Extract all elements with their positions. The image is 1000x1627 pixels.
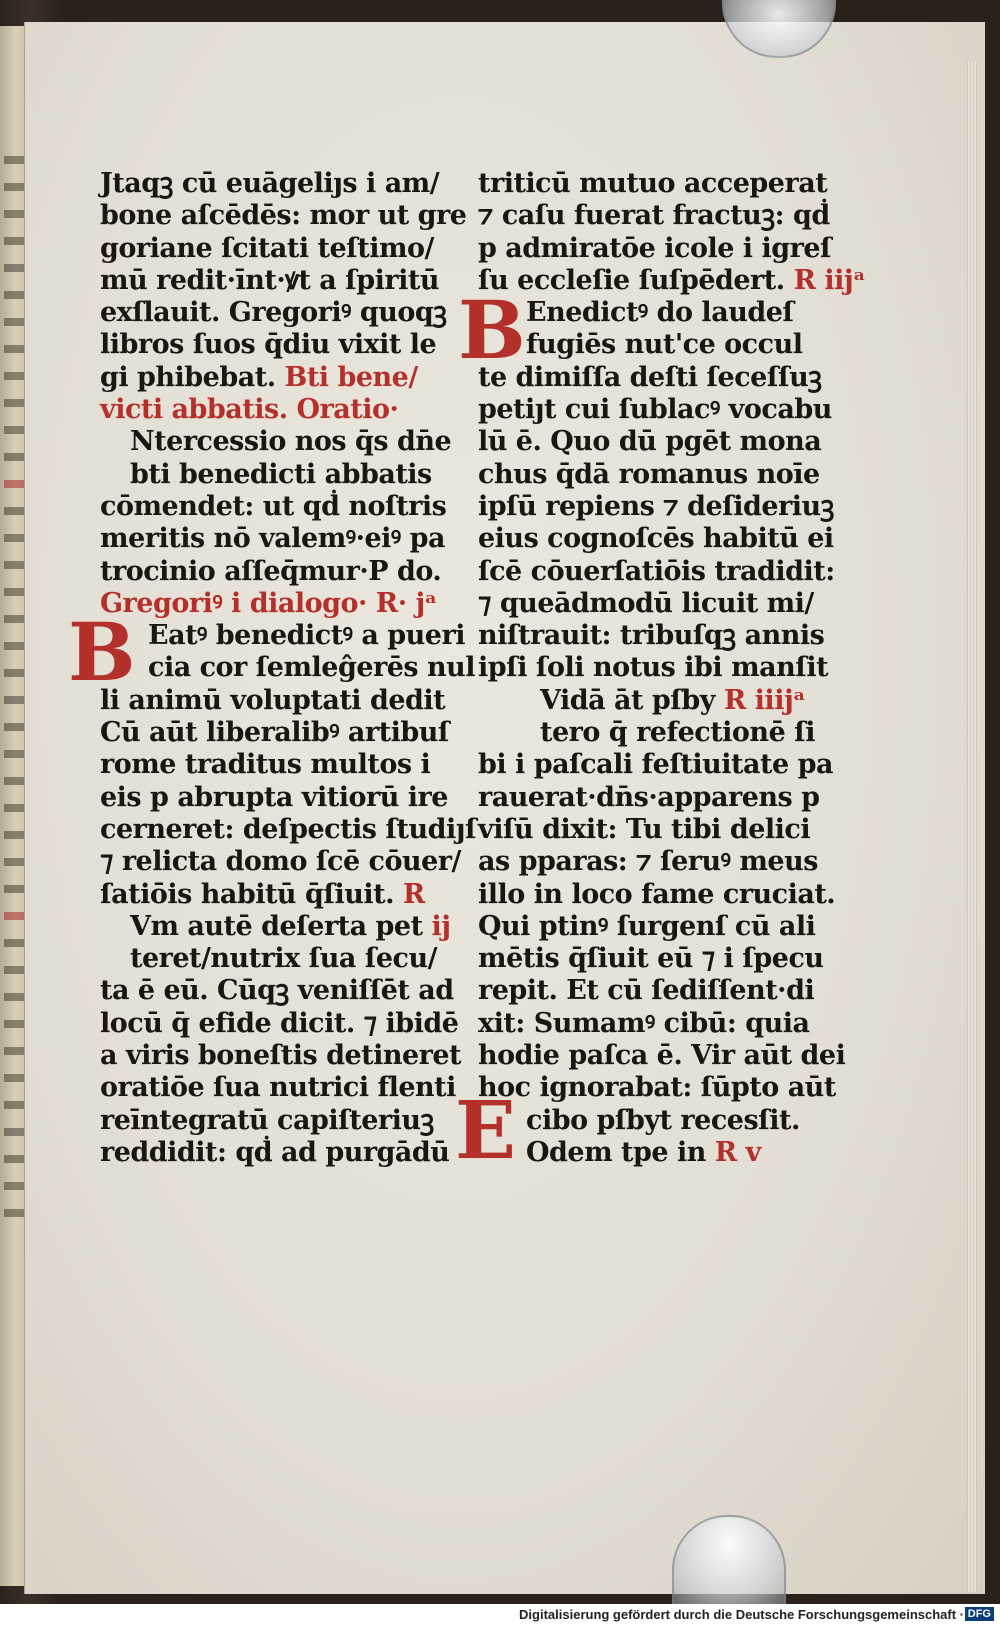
text-line: [100, 1040, 462, 1072]
line-text: cerneret: deſpectis ſtudiȷſ: [100, 813, 477, 845]
line-text: eius cognoſcēs habitū ei: [478, 523, 834, 555]
text-line: [100, 233, 440, 265]
line-text: Cū aūt liberalibꝰ artibuſ: [100, 717, 449, 749]
line-text: rauerat·dn̄s·apparens p: [478, 781, 820, 813]
text-line: [478, 490, 834, 523]
page-stack-edge: [967, 62, 977, 1592]
decorated-initial-right-2: E: [455, 1083, 516, 1177]
line-text: libros ſuos q̄diu vixit le: [100, 329, 437, 361]
line-text: oratiōe ſua nutrici flenti: [100, 1072, 456, 1104]
line-text: goriane ſcitati teſtimo/: [100, 232, 434, 264]
line-text: ⁊ caſu fuerat fractuꝫ: qḋ: [478, 200, 830, 232]
line-text: lū ē. Quo dū pgēt mona: [478, 426, 822, 458]
text-line: [478, 782, 818, 814]
line-text: repit. Et cū ſediſſent·di: [478, 975, 815, 1007]
line-text: gi phibebat.: [100, 361, 276, 393]
line-text: ipſi ſoli notus ibi manſit: [478, 652, 829, 684]
line-text: Enedictꝰ do laudeſ: [526, 297, 794, 329]
line-text: a viris boneſtis detineret: [100, 1040, 462, 1072]
text-line: [100, 910, 451, 943]
line-text: p admiratōe icole i igreſ: [478, 232, 832, 264]
line-text: Vm autē deſerta pet: [130, 910, 423, 942]
text-line: [478, 523, 834, 555]
line-text: meritis nō valemꝰ·eiꝰ pa: [100, 523, 446, 555]
decorated-initial-right-1: B: [458, 283, 526, 377]
text-line: [100, 1072, 456, 1104]
rubric-text: R v: [705, 1136, 761, 1168]
line-text: ta ē eū. Cūqꝫ veniſſēt ad: [100, 975, 454, 1007]
line-text: li animū voluptati dedit: [100, 684, 446, 716]
line-text: bone aſcēdēs: mor ut gre: [100, 200, 467, 232]
text-line: [100, 1007, 459, 1040]
line-text: fugiēs nut'ce occul: [526, 329, 803, 361]
rubric-text: R: [393, 878, 425, 910]
line-text: xit: Sumamꝰ cibū: quia: [478, 1007, 810, 1039]
line-text: hoc ignorabat: ſūpto aūt: [478, 1072, 836, 1104]
line-text: reīntegratū capiſteriuꝫ: [100, 1104, 434, 1136]
text-line: [100, 394, 440, 426]
line-text: Eatꝰ benedictꝰ a pueri: [148, 620, 465, 652]
text-line: [478, 652, 829, 684]
text-line: [478, 232, 832, 265]
text-line: [100, 329, 440, 361]
text-line: [478, 846, 818, 878]
text-line: [100, 265, 440, 297]
line-text: ſu eccleſie ſuſpēdert.: [478, 264, 785, 296]
text-line: [100, 1136, 450, 1169]
line-text: cibo pſbyt recesſit.: [526, 1104, 800, 1136]
text-line: [478, 394, 832, 426]
line-text: exſlauit. Gregoriꝰ quoqꝫ: [100, 297, 447, 329]
text-line: [100, 879, 440, 911]
line-text: Vidā āt pſby: [540, 684, 715, 716]
line-text: cōmendet: ut qḋ noſtris: [100, 490, 447, 522]
text-line: [100, 459, 440, 491]
decorated-initial-left: B: [68, 605, 136, 699]
text-line: [478, 264, 866, 297]
left-text-column: [100, 168, 477, 1169]
text-line: [478, 620, 825, 652]
text-line: [100, 523, 446, 555]
text-line: [100, 362, 440, 394]
text-line: [100, 588, 440, 620]
rubric-text: R iiijᵃ: [714, 684, 806, 716]
rubric-text: Gregoriꝰ i dialogo· R· jᵃ: [100, 587, 437, 619]
line-text: chus q̄dā romanus noīe: [478, 458, 820, 490]
line-text: Qui ptinꝰ ſurgenſ cū ali: [478, 910, 816, 942]
text-line: [100, 846, 461, 878]
line-text: eis p abrupta vitiorū ire: [100, 781, 448, 813]
text-line: [478, 814, 818, 846]
text-line: [478, 1137, 818, 1169]
text-line: [100, 717, 449, 749]
line-text: ſcē cōuerſatiōis tradidit:: [478, 555, 835, 587]
line-text: mū redit·īnt·ꝟt a ſpiritū: [100, 264, 439, 296]
text-line: [100, 200, 467, 232]
text-line: [478, 1072, 836, 1104]
text-line: [478, 943, 824, 975]
line-text: bi i paſcali feſtiuitate pa: [478, 749, 833, 781]
text-line: [100, 1105, 440, 1137]
text-line: [100, 426, 452, 458]
line-text: locū q̄ efide dicit. ⁊ ibidē: [100, 1007, 459, 1039]
rubric-text: Bti bene/: [275, 361, 418, 393]
text-line: [478, 1105, 818, 1137]
line-text: cia cor ſemleĝerēs nul: [148, 652, 476, 684]
line-text: viſū dixit: Tu tibi delici: [478, 813, 811, 845]
text-line: [478, 361, 822, 394]
text-line: [478, 555, 835, 588]
text-line: [100, 943, 440, 975]
line-text: triticū mutuo acceperat: [478, 168, 828, 199]
text-line: [478, 1040, 846, 1072]
line-text: Jtaqꝫ cū euāgeliȷs i am/: [100, 168, 440, 199]
line-text: mētis q̄ſiuit eū ⁊ i ſpecu: [478, 943, 824, 975]
text-line: [478, 717, 818, 749]
line-text: te dimiſſa deſti ſeceſſuꝫ: [478, 361, 822, 393]
line-text: reddidit: qḋ ad purgādū: [100, 1136, 450, 1168]
line-text: ⁊ queādmodū licuit mi/: [478, 587, 814, 619]
line-text: rome traditus multos i: [100, 749, 431, 781]
text-line: [478, 685, 818, 717]
text-line: [478, 168, 828, 200]
text-line: [478, 878, 836, 911]
text-line: [100, 652, 476, 684]
text-line: [100, 556, 440, 588]
line-text: as pparas: ⁊ ſeruꝰ meus: [478, 846, 818, 878]
line-text: ipſū repiens ⁊ deſideriuꝫ: [478, 490, 834, 522]
text-line: [478, 975, 818, 1007]
text-line: [100, 781, 448, 814]
text-line: [100, 620, 465, 652]
funding-credit: Digitalisierung gefördert durch die Deutsche Forschungsgemeinschaft ·: [519, 1607, 964, 1622]
line-text: ⁊ relicta domo ſcē cōuer/: [100, 846, 461, 878]
rubric-text: ij: [422, 910, 451, 942]
line-text: teret/nutrix ſua ſecu/: [130, 943, 437, 975]
line-text: petiȷt cui ſublacꝰ vocabu: [478, 394, 832, 426]
text-line: [478, 426, 822, 458]
line-text: bti benedicti abbatis: [130, 458, 432, 490]
text-line: [100, 297, 447, 329]
text-line: [478, 911, 818, 943]
line-text: niſtrauit: tribuſqꝫ annis: [478, 620, 825, 652]
line-text: illo in loco fame cruciat.: [478, 878, 836, 910]
text-line: [100, 168, 440, 200]
text-line: [478, 749, 833, 781]
text-line: [478, 297, 818, 329]
rubric-text: victi abbatis. Oratio·: [100, 394, 399, 426]
text-line: [100, 975, 454, 1007]
line-text: Ntercessio nos q̄s dn̄e: [130, 426, 452, 458]
text-line: [100, 749, 440, 781]
text-line: [478, 459, 818, 491]
text-line: [478, 329, 818, 361]
line-text: hodie paſca ē. Vir aūt dei: [478, 1040, 846, 1072]
right-text-column: [478, 168, 866, 1169]
text-line: [478, 200, 830, 232]
rubric-text: R iijᵃ: [784, 264, 866, 296]
line-text: ſatiōis habitū q̄ſiuit.: [100, 878, 394, 910]
text-line: [100, 684, 446, 717]
text-line: [478, 1008, 818, 1040]
line-text: trocinio aſſeq̄mur·P do.: [100, 555, 442, 587]
text-line: [478, 588, 818, 620]
text-line: [100, 490, 447, 523]
digitization-footer: [0, 1604, 1000, 1627]
line-text: Odem tpe in: [526, 1136, 706, 1168]
dfg-logo: DFG: [965, 1607, 994, 1621]
text-line: [100, 813, 477, 846]
line-text: tero q̄ refectionē ſi: [540, 717, 816, 749]
